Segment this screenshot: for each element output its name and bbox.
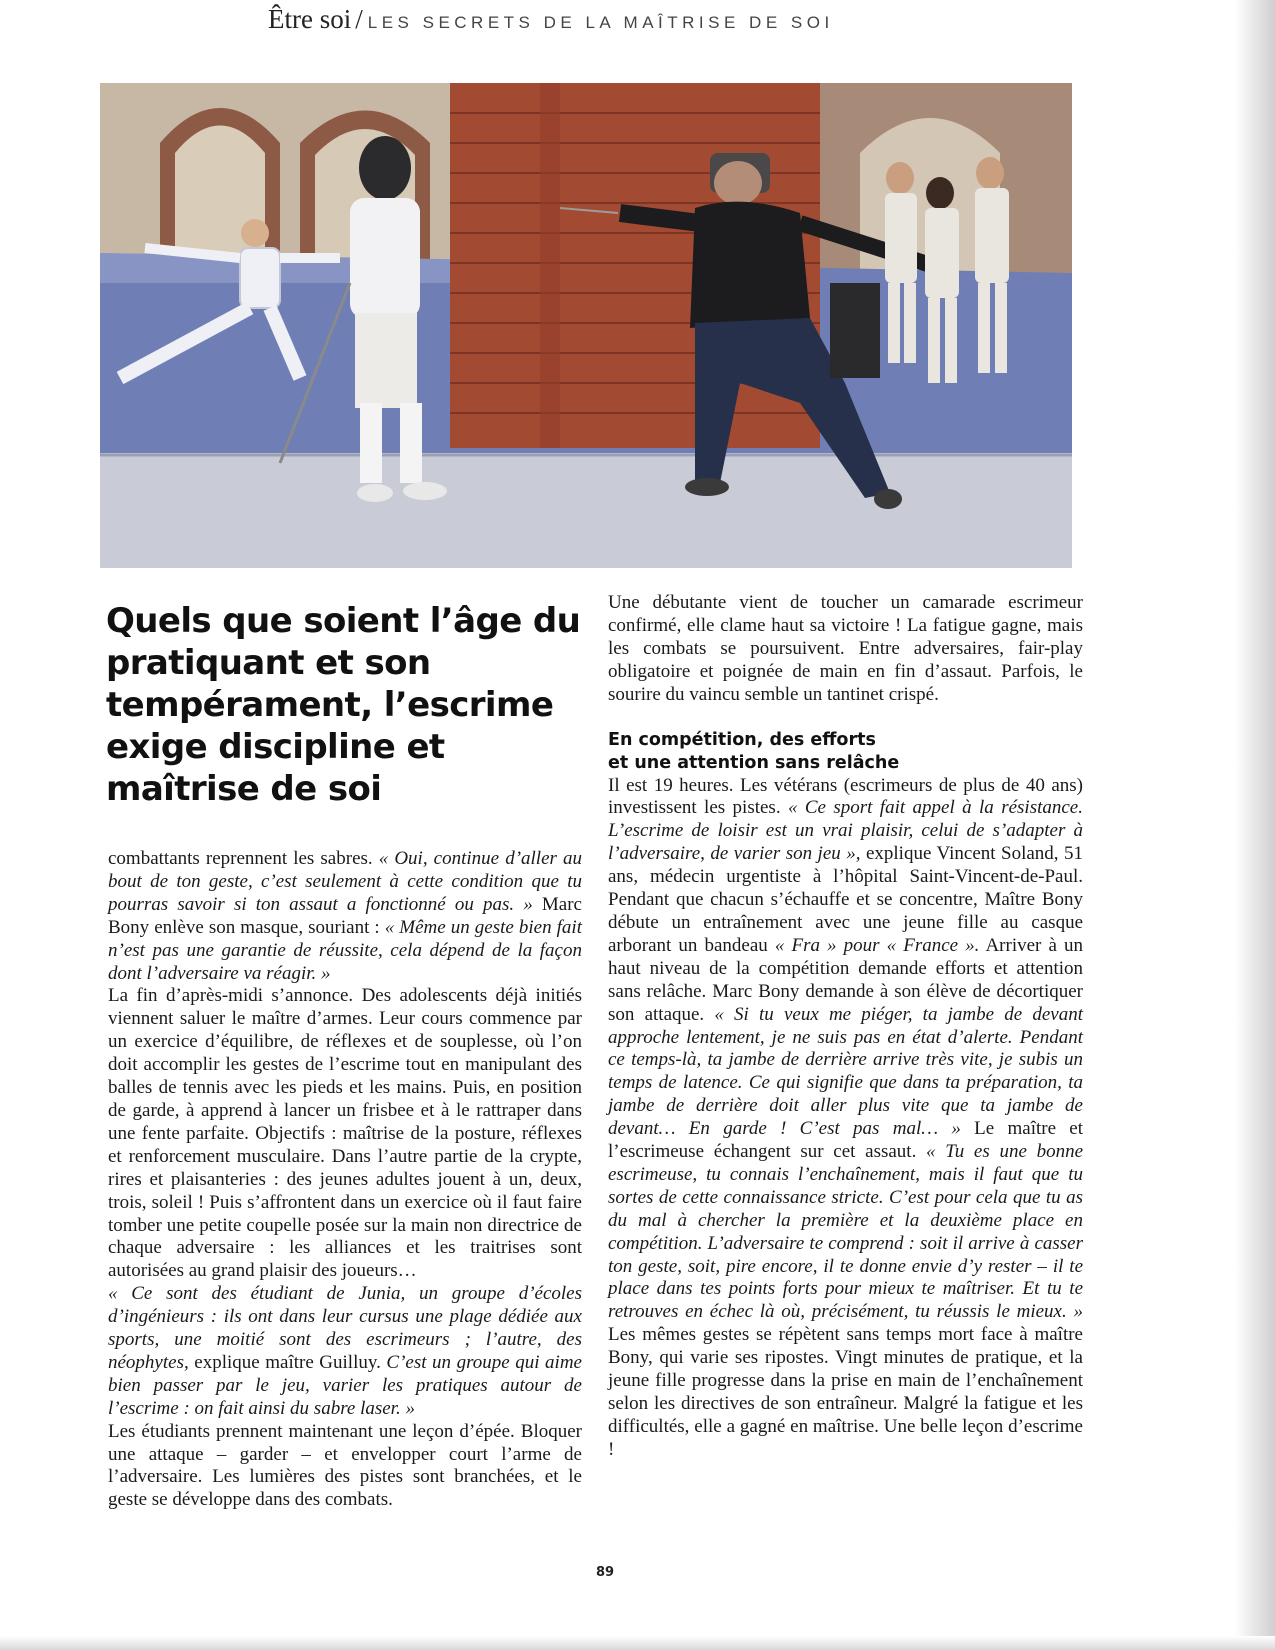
subheading-line-1: En compétition, des efforts bbox=[608, 729, 876, 750]
left-paragraph-4: Les étudiants prennent maintenant une leçon d’épée. Bloquer une attaque – garder – et envelopper court l’arme de l’adversaire. Les lumières des pistes sont branchées, et le geste se développe dans des combats. bbox=[108, 1420, 582, 1511]
running-head-separator: / bbox=[355, 4, 363, 34]
quote-run: « Ce sport fait appel à la résistance. L’escrime de loisir est un vrai plaisir, celui de s’adapter à l’adversaire, de varier son jeu », bbox=[608, 797, 1083, 865]
right-column bbox=[608, 592, 1083, 1462]
fencing-photo bbox=[100, 83, 1072, 568]
text-run: Il est 19 heures. Les vétérans (escrimeurs de plus de 40 ans) investissent les pistes. bbox=[608, 774, 1083, 819]
text-run: Les mêmes gestes se répètent sans temps mort face à maître Bony, qui varie ses ripostes. Vingt minutes de pratique, et la jeune fille progresse dans la prise en main de l’enchaînement selon les directives de son entraîneur. Malgré la fatigue et les difficultés, elle a gagné en maîtrise. Une belle leçon d’escrime ! bbox=[608, 1324, 1083, 1460]
article-headline: Quels que soient l’âge du pratiquant et son tempérament, l’escrime exige discipline et maîtrise de soi bbox=[106, 601, 581, 809]
running-head-section: Être soi bbox=[268, 4, 352, 34]
text-run: explique maître Guilluy. bbox=[188, 1351, 387, 1373]
running-head-topic: LES SECRETS DE LA MAÎTRISE DE SOI bbox=[367, 13, 834, 32]
page-bottom-edge bbox=[0, 1636, 1275, 1650]
text-run: Marc Bony enlève son masque, souriant : bbox=[108, 893, 582, 938]
fencing-hall-illustration bbox=[100, 83, 1072, 568]
left-paragraph-1 bbox=[108, 848, 582, 985]
page-number: 89 bbox=[595, 1565, 615, 1580]
quote-run: « Tu es une bonne escrimeuse, tu connais l’enchaînement, mais il faut que tu sortes de cette connaissance stricte. C’est pour cela que tu as du mal à chercher la première et la deuxième place en compétition. L’adversaire te comprend : soit il arrive à casser ton geste, soit, pire encore, il te donne envie d’y rester – il te place dans tes points forts pour mieux te maîtriser. Et tu te retrouves en échec là où, précisément, tu réussis le mieux. » bbox=[608, 1141, 1084, 1323]
piste bbox=[100, 453, 1072, 568]
right-paragraph-1: Une débutante vient de toucher un camarade escrimeur confirmé, elle clame haut sa victoire ! La fatigue gagne, mais les combats se poursuivent. Entre adversaires, fair-play obligatoire et poignée de main en fin d’assaut. Parfois, le sourire du vaincu semble un tantinet crispé. bbox=[608, 592, 1083, 705]
quote-run: « Fra » pour « France ». bbox=[774, 934, 980, 956]
subheading-line-2: et une attention sans relâche bbox=[608, 752, 900, 773]
text-run: Le maître et l’escrimeuse échangent sur cet assaut. bbox=[608, 1118, 1084, 1163]
right-paragraph-2 bbox=[608, 775, 1083, 1462]
quote-run: « Même un geste bien fait n’est pas une garantie de réussite, cela dépend de la façon dont l’adversaire va réagir. » bbox=[108, 916, 582, 984]
left-column bbox=[108, 848, 582, 1512]
quote-run: « Oui, continue d’aller au bout de ton geste, c’est seulement à cette condition que tu pourras savoir si ton assaut a fonctionné ou pas. » bbox=[108, 848, 582, 915]
quote-run: « Ce sont des étudiant de Junia, un groupe d’écoles d’ingénieurs : ils ont dans leur cursus une plage dédiée aux sports, une moitié sont des escrimeurs ; l’autre, des néophytes, bbox=[108, 1283, 582, 1373]
section-subheading bbox=[608, 729, 1083, 775]
text-run: explique Vincent Soland, 51 ans, médecin urgentiste à l’hôpital Saint-Vincent-de-Paul. Pendant que chacun s’échauffe et se concentre, Maître Bony débute un entraînement avec une jeune fille au casque arborant un bandeau bbox=[608, 843, 1083, 956]
quote-run: « Si tu veux me piéger, ta jambe de devant approche lentement, je ne suis pas en état d’alerte. Pendant ce temps-là, ta jambe de derrière arrive très vite, je subis un temps de latence. Ce qui signifie que dans ta préparation, ta jambe de derrière doit aller plus vite que ta jambe de devant… En garde ! C’est pas mal… » bbox=[608, 1003, 1083, 1140]
quote-run: C’est un groupe qui aime bien passer par le jeu, varier les pratiques autour de l’escrime : on fait ainsi du sabre laser. » bbox=[108, 1351, 582, 1419]
text-run: Arriver à un haut niveau de la compétition demande efforts et attention sans relâche. Marc Bony demande à son élève de décortiquer son attaque. bbox=[608, 934, 1083, 1025]
left-paragraph-2: La fin d’après-midi s’annonce. Des adolescents déjà initiés viennent saluer le maître d’armes. Leur cours commence par un exercice d’équilibre, de réflexes et de souplesse, où l’on doit accomplir les gestes de l’escrime tout en manipulant des balles de tennis avec les pieds et les mains. Puis, en position de garde, à apprend à lancer un frisbee et à le rattraper dans une fente parfaite. Objectifs : maîtrise de la posture, réflexes et renforcement musculaire. Dans l’autre partie de la crypte, rires et plaisanteries : des jeunes adultes jouent à un, deux, trois, soleil ! Puis s’affrontent dans un exercice où il faut faire tomber une petite coupelle posée sur la main non directrice de chaque adversaire : les alliances et les traitrises sont autorisées au grand plaisir des joueurs… bbox=[108, 985, 582, 1282]
page-fold-shadow bbox=[1235, 0, 1275, 1650]
pillar-shadow bbox=[540, 83, 560, 448]
running-head bbox=[268, 4, 834, 34]
left-paragraph-3 bbox=[108, 1283, 582, 1420]
text-run: combattants reprennent les sabres. bbox=[108, 848, 379, 869]
